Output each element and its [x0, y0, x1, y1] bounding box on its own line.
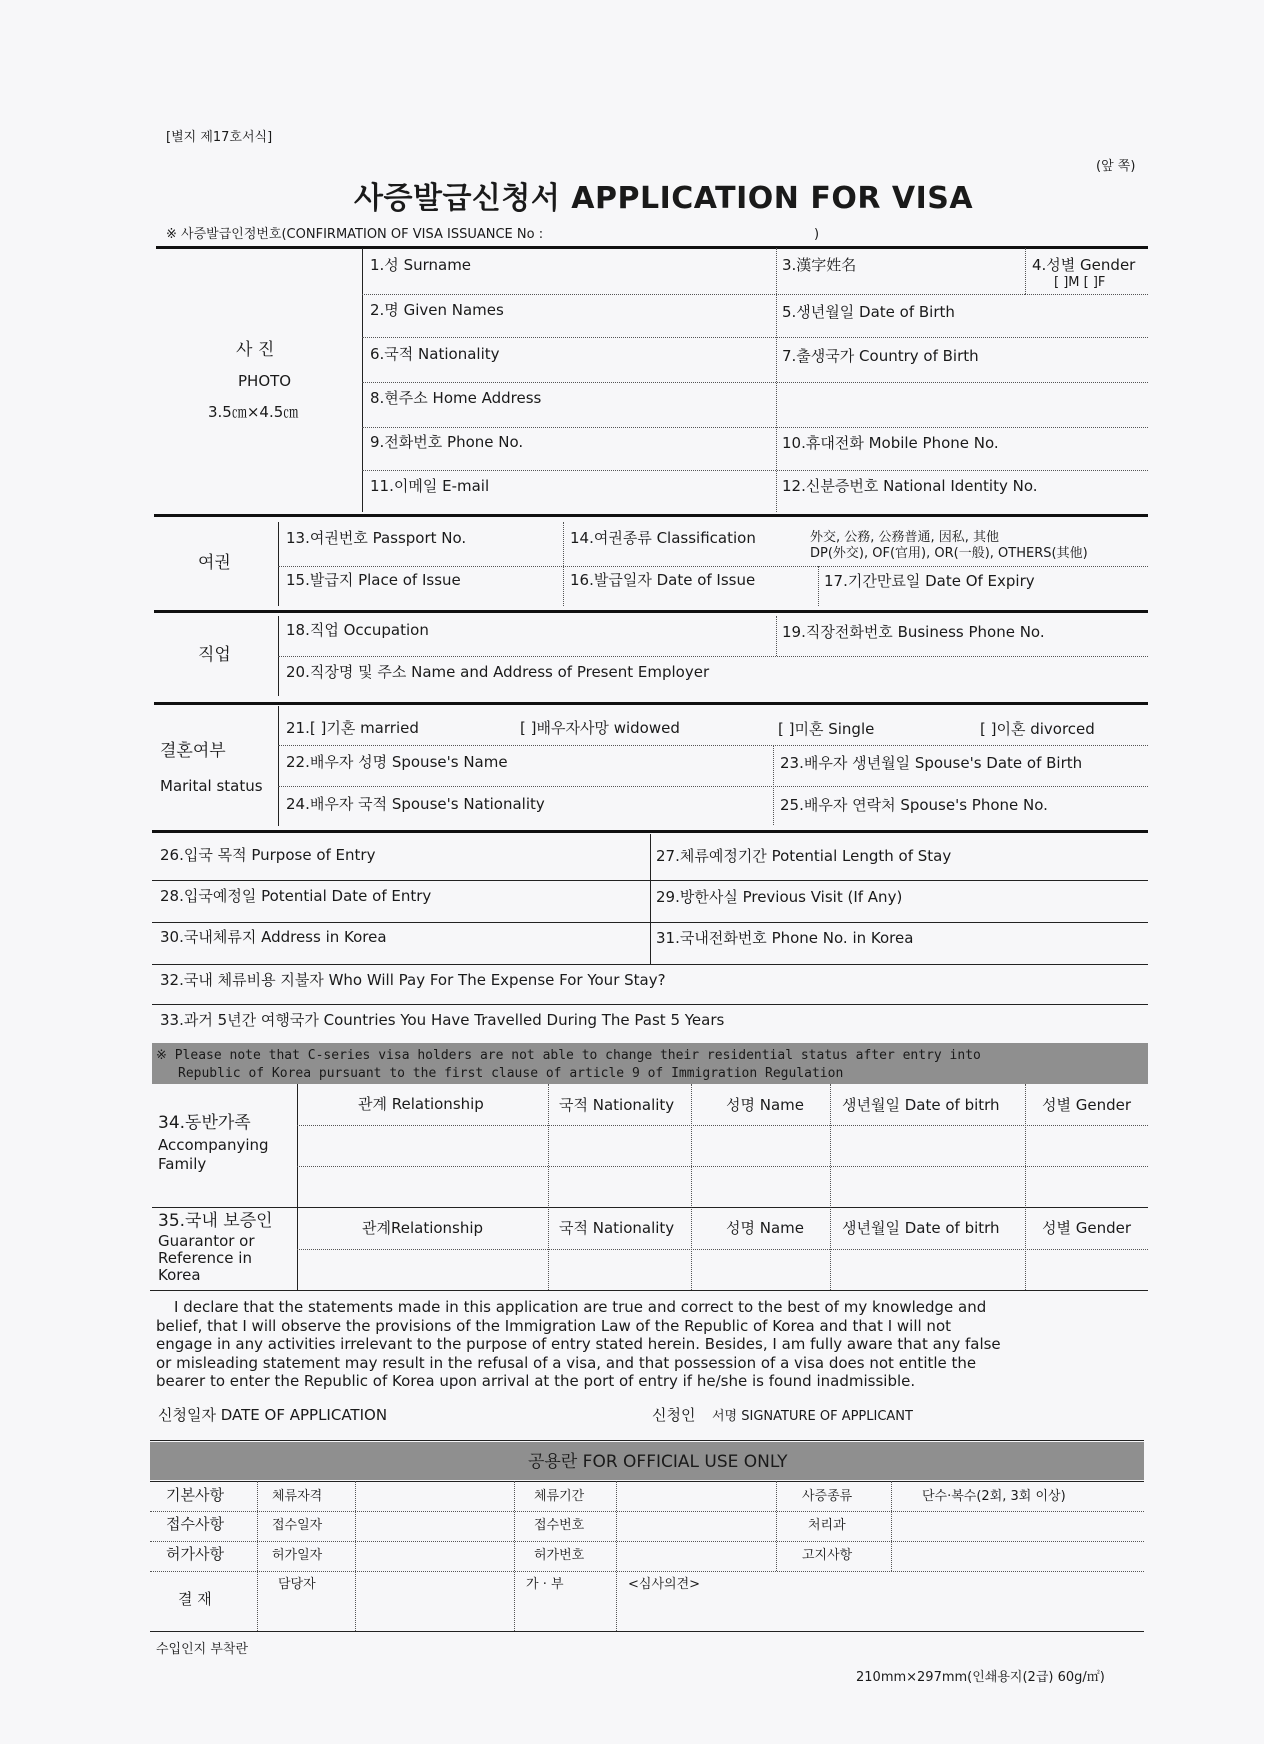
field-length-of-stay[interactable]: 27.체류예정기간 Potential Length of Stay	[656, 847, 952, 865]
rule	[1025, 294, 1148, 295]
official-receipt-no-label: 접수번호	[534, 1518, 585, 1533]
field-chinese-name[interactable]: 3.漢字姓名	[782, 256, 857, 274]
official-permit-label: 허가사항	[166, 1545, 224, 1563]
guarantor-col-gender: 성별 Gender	[1042, 1219, 1132, 1237]
official-dept-label: 처리과	[808, 1518, 846, 1533]
rule	[278, 786, 1148, 787]
field-national-id[interactable]: 12.신분증번호 National Identity No.	[782, 477, 1038, 495]
official-permit-no-label: 허가번호	[534, 1548, 585, 1563]
field-mobile-phone[interactable]: 10.휴대전화 Mobile Phone No.	[782, 434, 999, 452]
family-col-dob: 생년월일 Date of bitrh	[842, 1096, 1000, 1114]
family-label-en: Accompanying	[158, 1136, 269, 1154]
checkbox-widowed[interactable]: [ ]배우자사망 widowed	[520, 719, 680, 737]
guarantor-col-nationality: 국적 Nationality	[559, 1219, 675, 1237]
field-date-of-issue[interactable]: 16.발급일자 Date of Issue	[570, 571, 756, 589]
applicant-label: 신청인	[652, 1406, 696, 1424]
rule	[297, 1249, 1148, 1250]
rule	[154, 702, 1148, 705]
rule	[278, 656, 1148, 657]
field-countries-travelled[interactable]: 33.과거 5년간 여행국가 Countries You Have Travelled During The Past 5 Years	[160, 1011, 725, 1029]
passport-section-label: 여권	[198, 553, 231, 573]
field-email[interactable]: 11.이메일 E-mail	[370, 477, 490, 495]
field-passport-no[interactable]: 13.여권번호 Passport No.	[286, 529, 467, 547]
table-divider	[355, 1481, 356, 1631]
field-spouse-name[interactable]: 22.배우자 성명 Spouse's Name	[286, 753, 508, 771]
table-divider	[776, 1481, 777, 1571]
official-visa-type-label: 사증종류	[802, 1489, 853, 1504]
family-label-en-2: Family	[158, 1155, 207, 1173]
rule	[362, 382, 1148, 383]
photo-size: 3.5㎝×4.5㎝	[208, 403, 299, 421]
marital-section-label-en: Marital status	[160, 777, 263, 795]
declaration-line: or misleading statement may result in the refusal of a visa, and that possession of a visa does not entitle the	[156, 1353, 977, 1372]
field-date-of-birth[interactable]: 5.생년월일 Date of Birth	[782, 303, 955, 321]
rule	[154, 610, 1148, 613]
field-passport-type[interactable]: 14.여권종류 Classification	[570, 529, 756, 547]
official-officer-label: 담당자	[278, 1577, 316, 1592]
rule	[362, 427, 1148, 428]
rule	[152, 830, 1148, 833]
field-gender[interactable]: 4.성별 Gender	[1032, 256, 1136, 274]
checkbox-married[interactable]: 21.[ ]기혼 married	[286, 719, 419, 737]
family-col-name: 성명 Name	[726, 1096, 805, 1114]
table-divider	[297, 1084, 298, 1290]
passport-type-codes: DP(外交), OF(官用), OR(一般), OTHERS(其他)	[810, 546, 1088, 561]
confirmation-close: )	[814, 227, 820, 242]
rule	[150, 1631, 1144, 1632]
table-divider	[616, 1481, 617, 1631]
field-address-in-korea[interactable]: 30.국내체류지 Address in Korea	[160, 928, 387, 946]
marital-section-label: 결혼여부	[160, 741, 226, 761]
declaration-line: bearer to enter the Republic of Korea upon arrival at the port of entry if he/she is found inadmissible.	[156, 1372, 916, 1390]
form-number: [별지 제17호서식]	[166, 130, 273, 145]
column-divider	[563, 522, 564, 606]
table-divider	[830, 1084, 831, 1290]
guarantor-label-en: Guarantor or	[158, 1232, 255, 1250]
page-side: (앞 쪽)	[1096, 159, 1136, 174]
field-business-phone[interactable]: 19.직장전화번호 Business Phone No.	[782, 623, 1045, 641]
guarantor-label-en-2: Reference in	[158, 1249, 252, 1267]
rule	[362, 470, 1148, 471]
guarantor-label: 35.국내 보증인	[158, 1211, 273, 1231]
date-of-application-label[interactable]: 신청일자 DATE OF APPLICATION	[158, 1406, 388, 1424]
column-divider	[818, 566, 819, 606]
field-spouse-dob[interactable]: 23.배우자 생년월일 Spouse's Date of Birth	[780, 754, 1083, 772]
declaration-line: I declare that the statements made in this application are true and correct to the best of my knowledge and	[174, 1298, 987, 1316]
official-visa-type-value: 단수·복수(2회, 3회 이상)	[922, 1489, 1066, 1504]
rule	[297, 1166, 1148, 1167]
occupation-section-label: 직업	[198, 645, 231, 665]
page-title: 사증발급신청서 APPLICATION FOR VISA	[354, 181, 974, 216]
rule	[154, 514, 1148, 517]
rule	[152, 880, 1148, 881]
official-receipt-date-label: 접수일자	[272, 1518, 323, 1533]
column-divider	[650, 834, 651, 964]
revenue-stamp-label: 수입인지 부착란	[156, 1642, 249, 1657]
rule	[278, 566, 1148, 567]
field-employer[interactable]: 20.직장명 및 주소 Name and Address of Present Employer	[286, 663, 710, 681]
paper-spec: 210mm×297mm(인쇄용지(2급) 60g/㎡)	[856, 1670, 1105, 1685]
official-period-label: 체류기간	[534, 1489, 585, 1504]
rule	[152, 922, 1148, 923]
field-place-of-issue[interactable]: 15.발급지 Place of Issue	[286, 571, 461, 589]
field-previous-visit[interactable]: 29.방한사실 Previous Visit (If Any)	[656, 888, 903, 906]
family-label: 34.동반가족	[158, 1113, 251, 1133]
field-occupation[interactable]: 18.직업 Occupation	[286, 621, 429, 639]
official-receipt-label: 접수사항	[166, 1515, 224, 1533]
family-col-relationship: 관계 Relationship	[358, 1095, 484, 1113]
gender-options[interactable]: [ ]M [ ]F	[1054, 275, 1106, 290]
rule	[150, 1440, 1144, 1441]
photo-divider	[362, 248, 363, 512]
rule	[152, 964, 1148, 965]
rule	[278, 745, 1148, 746]
official-basic-label: 기본사항	[166, 1486, 224, 1504]
photo-label: 사 진	[236, 340, 275, 360]
guarantor-col-dob: 생년월일 Date of bitrh	[842, 1219, 1000, 1237]
field-date-of-expiry[interactable]: 17.기간만료일 Date Of Expiry	[824, 572, 1035, 590]
official-decision-label: 가 · 부	[526, 1577, 564, 1592]
family-col-gender: 성별 Gender	[1042, 1096, 1132, 1114]
field-given-names[interactable]: 2.명 Given Names	[370, 301, 504, 319]
guarantor-label-en-3: Korea	[158, 1266, 201, 1284]
official-status-label: 체류자격	[272, 1489, 323, 1504]
table-divider	[257, 1481, 258, 1631]
official-approval-label: 결 재	[178, 1590, 212, 1608]
declaration-block	[156, 1298, 1140, 1391]
photo-label-en: PHOTO	[238, 372, 292, 390]
rule	[362, 337, 1148, 338]
rule	[362, 294, 1025, 295]
rule	[150, 1290, 1148, 1291]
field-home-address[interactable]: 8.현주소 Home Address	[370, 389, 542, 407]
field-date-of-entry[interactable]: 28.입국예정일 Potential Date of Entry	[160, 887, 432, 905]
table-divider	[891, 1481, 892, 1571]
rule	[152, 1207, 1148, 1208]
field-surname[interactable]: 1.성 Surname	[370, 256, 472, 274]
notice-line-2: Republic of Korea pursuant to the first clause of article 9 of Immigration Regulation	[178, 1066, 844, 1081]
column-divider	[776, 616, 777, 656]
table-divider	[548, 1084, 549, 1290]
rule	[152, 1004, 1148, 1005]
declaration-line: belief, that I will observe the provisions of the Immigration Law of the Republic of Korea and that I will not	[156, 1316, 951, 1335]
column-divider	[773, 745, 774, 825]
column-divider	[776, 248, 777, 512]
section-divider	[278, 522, 279, 606]
rule	[150, 1541, 1144, 1542]
official-notice-label: 고지사항	[802, 1548, 853, 1563]
section-divider	[278, 706, 279, 826]
declaration-line: engage in any activities irrelevant to the purpose of entry stated herein. Besides, I am fully aware that any false	[156, 1335, 1001, 1353]
table-divider	[514, 1481, 515, 1631]
rule	[156, 246, 1148, 249]
field-nationality[interactable]: 6.국적 Nationality	[370, 345, 500, 363]
guarantor-col-name: 성명 Name	[726, 1219, 805, 1237]
field-phone[interactable]: 9.전화번호 Phone No.	[370, 433, 524, 451]
family-col-nationality: 국적 Nationality	[559, 1096, 675, 1114]
notice-line-1: ※ Please note that C-series visa holders are not able to change their residential status after entry into	[156, 1048, 981, 1063]
rule	[150, 1571, 1144, 1572]
checkbox-single[interactable]: [ ]미혼 Single	[778, 720, 875, 738]
confirmation-number-label: ※ 사증발급인정번호(CONFIRMATION OF VISA ISSUANCE No :	[166, 227, 544, 242]
field-expense-payer[interactable]: 32.국내 체류비용 지불자 Who Will Pay For The Expense For Your Stay?	[160, 971, 666, 989]
checkbox-divorced[interactable]: [ ]이혼 divorced	[980, 720, 1095, 738]
field-country-of-birth[interactable]: 7.출생국가 Country of Birth	[782, 347, 979, 365]
table-divider	[1025, 1084, 1026, 1290]
official-review-label: <심사의견>	[628, 1577, 701, 1592]
field-spouse-nationality[interactable]: 24.배우자 국적 Spouse's Nationality	[286, 795, 545, 813]
column-divider	[1025, 248, 1026, 294]
field-spouse-phone[interactable]: 25.배우자 연락처 Spouse's Phone No.	[780, 796, 1048, 814]
field-purpose-of-entry[interactable]: 26.입국 목적 Purpose of Entry	[160, 846, 376, 864]
table-divider	[691, 1084, 692, 1290]
signature-field[interactable]: 서명 SIGNATURE OF APPLICANT	[712, 1409, 913, 1424]
field-phone-in-korea[interactable]: 31.국내전화번호 Phone No. in Korea	[656, 929, 914, 947]
rule	[150, 1481, 1144, 1482]
passport-type-options: 外交, 公務, 公務普通, 因私, 其他	[810, 530, 1000, 545]
rule	[150, 1511, 1144, 1512]
rule	[297, 1125, 1148, 1126]
official-permit-date-label: 허가일자	[272, 1548, 323, 1563]
guarantor-col-relationship: 관계Relationship	[362, 1219, 484, 1237]
official-use-title: 공용란 FOR OFFICIAL USE ONLY	[528, 1452, 788, 1472]
